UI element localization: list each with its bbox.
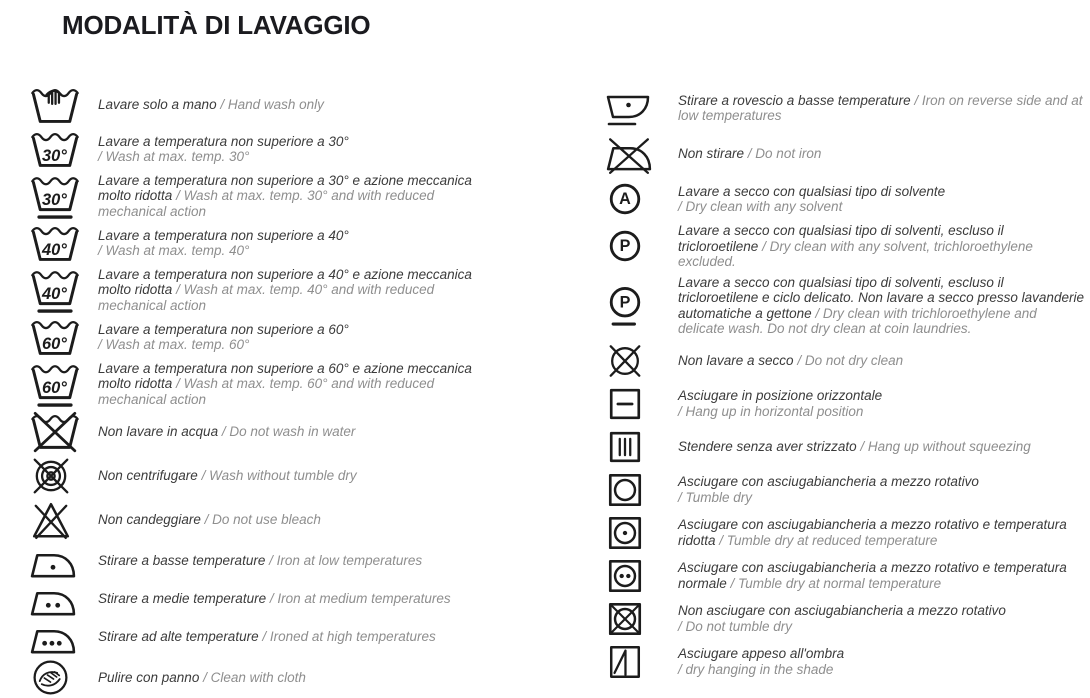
svg-text:30°: 30° [42, 146, 67, 165]
label-italian: Lavare a temperatura non superiore a 40° e azione meccanica molto ridotta [98, 266, 472, 298]
label-italian: Stendere senza aver strizzato [678, 438, 857, 454]
care-label [98, 361, 480, 408]
label-english: / Dry clean with trichloroethylene and delicate wash. Do not dry clean at coin laundries. [678, 305, 1037, 336]
label-english: / Hand wash only [220, 97, 324, 113]
label-english: / Tumble dry [678, 489, 753, 505]
care-label [678, 439, 1084, 455]
label-english: / Wash at max. temp. 40° [98, 243, 250, 258]
wash-60-reduced-icon [30, 360, 98, 408]
label-english: / Wash at max. temp. 40° and with reduced mechanical action [98, 282, 435, 313]
label-english: / Do not tumble dry [678, 618, 793, 634]
care-row-dry-clean-any-solvent [606, 180, 1084, 218]
care-row-iron-low [30, 543, 480, 579]
label-english: / Do not iron [747, 146, 822, 162]
care-row-wash-60 [30, 316, 480, 358]
care-label [98, 512, 480, 528]
care-label [678, 517, 1084, 548]
label-italian: Non stirare [678, 146, 745, 162]
label-english: / Iron on reverse side and at low temperatures [678, 92, 1083, 123]
care-label [98, 468, 480, 484]
care-label [98, 228, 480, 259]
label-italian: Non centrifugare [98, 468, 198, 484]
care-row-dry-in-shade [606, 643, 1084, 681]
label-english: / Wash at max. temp. 30° and with reduced mechanical action [98, 188, 435, 219]
iron-low-icon [30, 543, 98, 579]
care-label [98, 629, 480, 645]
label-english: / Wash at max. temp. 60° and with reduced mechanical action [98, 376, 435, 407]
care-row-no-wash [30, 410, 480, 453]
svg-text:30°: 30° [41, 191, 67, 210]
label-italian: Lavare a temperatura non superiore a 60° [98, 321, 349, 337]
iron-reverse-icon [606, 88, 678, 128]
care-label [678, 275, 1084, 337]
care-row-wash-30-reduced [30, 172, 480, 220]
care-row-wash-30 [30, 128, 480, 170]
label-english: / Iron at low temperatures [269, 553, 423, 569]
label-italian: Lavare a temperatura non superiore a 30° [98, 133, 349, 149]
care-row-tumble-dry [606, 471, 1084, 509]
tumble-dry-normal-icon [606, 557, 678, 595]
care-label [98, 134, 480, 165]
label-italian: Lavare a secco con qualsiasi tipo di solventi, escluso il tricloroetilene [678, 223, 1004, 254]
care-row-no-spin [30, 455, 480, 497]
label-italian: Lavare a temperatura non superiore a 40° [98, 227, 349, 243]
label-italian: Non lavare a secco [678, 352, 794, 368]
care-label [678, 93, 1084, 124]
care-label [678, 646, 1084, 677]
care-row-no-iron [606, 133, 1084, 175]
care-row-iron-medium [30, 581, 480, 617]
dry-clean-p-delicate-icon [606, 285, 678, 327]
label-english: / dry hanging in the shade [678, 661, 834, 677]
care-row-tumble-dry-low [606, 514, 1084, 552]
care-row-dry-clean-p [606, 223, 1084, 270]
care-label [98, 553, 480, 569]
page-title: MODALITÀ DI LAVAGGIO [62, 10, 371, 40]
no-wash-icon [30, 410, 98, 453]
care-row-wash-40 [30, 222, 480, 264]
svg-text:40°: 40° [41, 285, 67, 304]
care-row-dry-clean-p-delicate [606, 275, 1084, 337]
wash-30-reduced-icon [30, 172, 98, 220]
care-row-drip-dry [606, 428, 1084, 466]
care-row-tumble-dry-normal [606, 557, 1084, 595]
care-row-iron-reverse [606, 88, 1084, 128]
care-label [678, 603, 1084, 634]
label-italian: Asciugare in posizione orizzontale [678, 388, 883, 403]
label-italian: Stirare a rovescio a basse temperature [678, 92, 911, 108]
label-italian: Stirare a medie temperature [98, 591, 267, 607]
care-label [98, 173, 480, 220]
svg-text:60°: 60° [42, 334, 67, 353]
dry-horizontal-icon [606, 385, 678, 423]
no-iron-icon [606, 133, 678, 175]
care-row-no-bleach [30, 499, 480, 541]
care-row-wash-60-reduced [30, 360, 480, 408]
care-label [678, 353, 1084, 369]
care-row-hand-wash [30, 84, 480, 126]
label-english: / Wash at max. temp. 30° [98, 149, 250, 164]
tumble-dry-icon [606, 471, 678, 509]
right-column [606, 88, 1084, 681]
left-column [30, 84, 480, 698]
label-english: / Ironed at high temperatures [262, 629, 436, 645]
svg-text:A: A [619, 190, 631, 209]
iron-high-icon [30, 619, 98, 655]
dry-clean-any-solvent-icon [606, 180, 678, 218]
drip-dry-icon [606, 428, 678, 466]
svg-text:40°: 40° [42, 240, 67, 259]
wash-40-reduced-icon [30, 266, 98, 314]
care-label [678, 560, 1084, 591]
label-english: / Iron at medium temperatures [269, 591, 451, 607]
label-english: / Dry clean with any solvent [678, 199, 843, 214]
label-english: / Dry clean with any solvent, trichloroethylene excluded. [678, 238, 1033, 269]
care-label [678, 146, 1084, 162]
label-italian: Non candeggiare [98, 512, 201, 528]
label-italian: Lavare a temperatura non superiore a 60° e azione meccanica molto ridotta [98, 360, 472, 392]
label-italian: Lavare a secco con qualsiasi tipo di solventi, escluso il tricloroetilene e ciclo delicato. Non lavare a secco presso lavanderie automatiche a gettone [678, 274, 1084, 321]
care-label [98, 267, 480, 314]
no-spin-icon [30, 455, 98, 497]
care-label [98, 424, 480, 440]
care-label [98, 322, 480, 353]
iron-medium-icon [30, 581, 98, 617]
label-english: / Tumble dry at normal temperature [730, 575, 942, 591]
care-label [98, 670, 480, 686]
label-italian: Stirare ad alte temperature [98, 629, 259, 645]
label-english: / Do not wash in water [221, 423, 356, 439]
svg-text:60°: 60° [41, 379, 67, 398]
svg-text:P: P [619, 237, 631, 256]
label-english: / Do not dry clean [797, 352, 904, 368]
svg-text:P: P [619, 292, 631, 311]
care-label [678, 184, 1084, 215]
label-italian: Lavare solo a mano [98, 97, 217, 113]
dry-clean-p-icon [606, 227, 678, 265]
care-row-no-dry-clean [606, 342, 1084, 380]
label-english: / Hang up without squeezing [860, 438, 1031, 454]
label-italian: Non asciugare con asciugabiancheria a mezzo rotativo [678, 603, 1006, 618]
care-label [678, 223, 1084, 270]
care-label [98, 591, 480, 607]
label-italian: Stirare a basse temperature [98, 553, 266, 569]
label-english: / Do not use bleach [204, 512, 321, 528]
label-english: / Tumble dry at reduced temperature [719, 532, 938, 548]
wash-60-icon [30, 316, 98, 358]
label-english: / Wash at max. temp. 60° [98, 337, 250, 352]
care-label [98, 97, 480, 113]
care-label [678, 474, 1084, 505]
label-english: / Hang up in horizontal position [678, 403, 864, 419]
dry-in-shade-icon [606, 643, 678, 681]
care-row-no-tumble-dry [606, 600, 1084, 638]
label-italian: Lavare a secco con qualsiasi tipo di solvente [678, 183, 946, 199]
care-label [678, 388, 1084, 419]
hand-wash-icon [30, 84, 98, 126]
no-bleach-icon [30, 499, 98, 541]
care-row-iron-high [30, 619, 480, 655]
label-italian: Pulire con panno [98, 669, 200, 685]
label-italian: Lavare a temperatura non superiore a 30° e azione meccanica molto ridotta [98, 172, 472, 204]
label-english: / Wash without tumble dry [201, 468, 357, 484]
care-row-dry-horizontal [606, 385, 1084, 423]
label-english: / Clean with cloth [203, 669, 306, 685]
label-italian: Asciugare con asciugabiancheria a mezzo rotativo e temperatura normale [678, 560, 1067, 591]
no-tumble-dry-icon [606, 600, 678, 638]
no-dry-clean-icon [606, 342, 678, 380]
wash-30-icon [30, 128, 98, 170]
label-italian: Asciugare con asciugabiancheria a mezzo rotativo [678, 474, 979, 489]
wash-40-icon [30, 222, 98, 264]
tumble-dry-low-icon [606, 514, 678, 552]
label-italian: Non lavare in acqua [98, 423, 219, 439]
label-italian: Asciugare con asciugabiancheria a mezzo rotativo e temperatura ridotta [678, 517, 1067, 548]
care-row-wash-40-reduced [30, 266, 480, 314]
label-italian: Asciugare appeso all'ombra [678, 646, 845, 661]
